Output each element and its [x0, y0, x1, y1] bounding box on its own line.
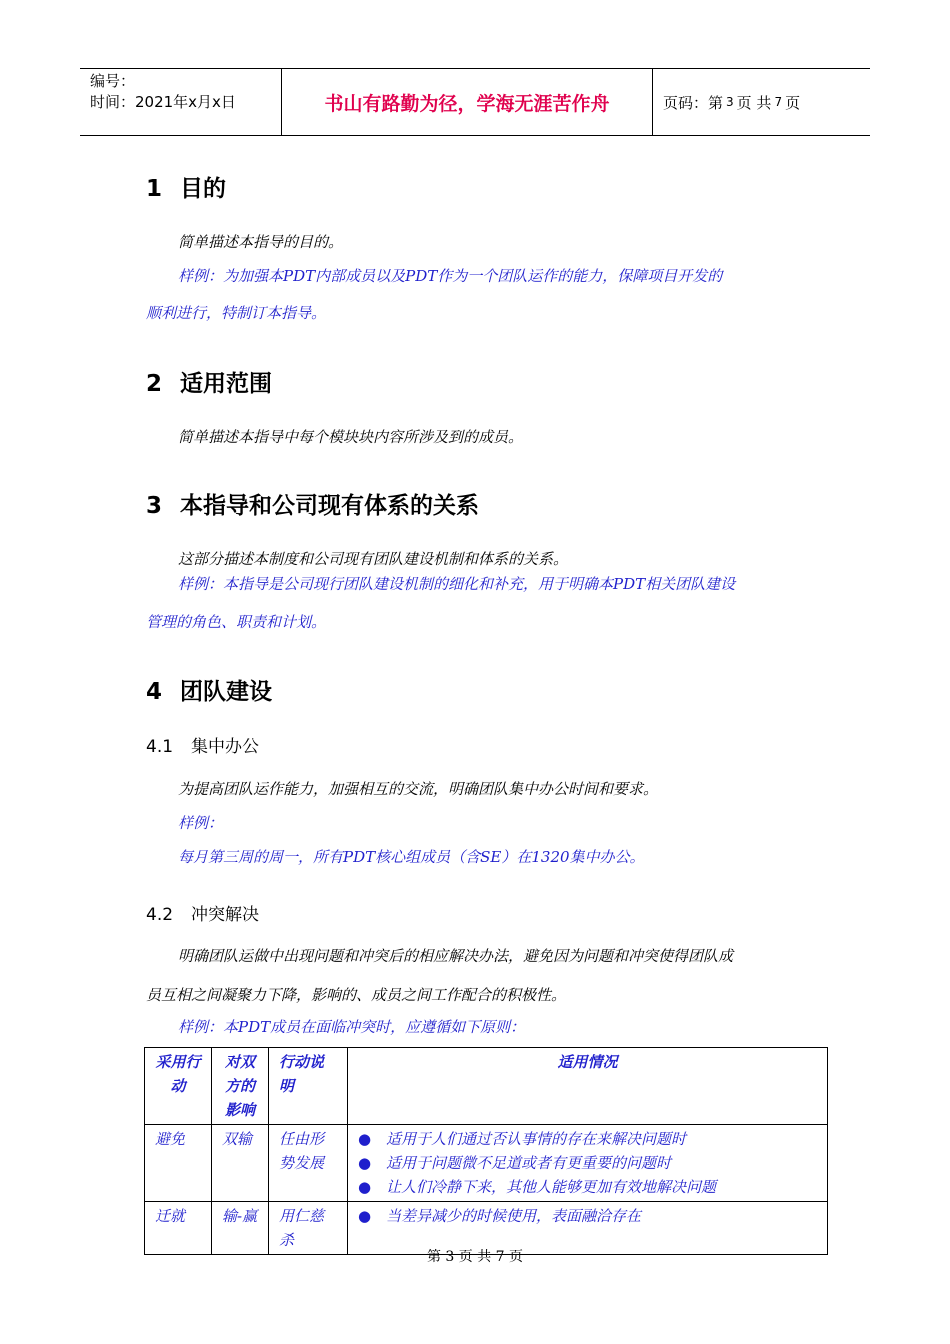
- section-title: 目的: [180, 176, 226, 202]
- cases-cell: [348, 1125, 828, 1202]
- subsection-4-2-description-line1: 明确团队运做中出现问题和冲突后的相应解决办法，避免因为问题和冲突使得团队成: [178, 947, 734, 965]
- subsection-4-1-example: 每月第三周的周一，所有PDT核心组成员（含SE）在1320集中办公。: [178, 848, 645, 866]
- section-4-heading: [146, 673, 272, 706]
- section-2-heading: [146, 365, 272, 398]
- subsection-title: 冲突解决: [191, 905, 259, 925]
- subsection-4-1-example-label: 样例：: [178, 814, 224, 832]
- list-item: ● 让人们冷静下来，其他人能够更加有效地解决问题: [358, 1175, 817, 1199]
- table-header-cell: 行动说明: [269, 1048, 348, 1125]
- section-title: 适用范围: [180, 371, 272, 397]
- effect-cell: 双输: [212, 1125, 269, 1202]
- subsection-4-2-example: 样例：本PDT成员在面临冲突时，应遵循如下原则：: [178, 1018, 526, 1036]
- subsection-4-2-description-line2: 员互相之间凝聚力下降，影响的、成员之间工作配合的积极性。: [146, 986, 567, 1004]
- header-motto: 书山有路勤为径，学海无涯苦作舟: [282, 69, 653, 135]
- section-number: 1: [146, 176, 163, 202]
- subsection-number: 4.2: [146, 905, 174, 925]
- description-cell: 任由形势发展: [269, 1125, 348, 1202]
- action-cell: 避免: [145, 1125, 212, 1202]
- page-prefix: 页码：第: [663, 93, 724, 112]
- section-title: 本指导和公司现有体系的关系: [180, 493, 479, 519]
- bullet-icon: ●: [358, 1207, 372, 1225]
- subsection-4-2-heading: [146, 900, 259, 925]
- page-footer: 第 3 页 共 7 页: [426, 1249, 524, 1265]
- section-3-description: 这部分描述本制度和公司现有团队建设机制和体系的关系。: [178, 550, 569, 568]
- action-cell: 迁就: [145, 1202, 212, 1255]
- section-3-heading: [146, 487, 479, 520]
- section-number: 4: [146, 679, 163, 705]
- conflict-resolution-table: [144, 1047, 828, 1255]
- list-item: ● 适用于问题微不足道或者有更重要的问题时: [358, 1151, 817, 1175]
- header-meta: [80, 69, 282, 135]
- table-header-cell: 适用情况: [348, 1048, 828, 1125]
- description-cell: 用仁慈杀: [269, 1202, 348, 1255]
- subsection-title: 集中办公: [191, 737, 259, 757]
- section-3-example-line1: 样例：本指导是公司现行团队建设机制的细化和补充，用于明确本PDT相关团队建设: [178, 575, 736, 593]
- bullet-icon: ●: [358, 1154, 372, 1172]
- table-header-row: [145, 1048, 828, 1125]
- page-suffix: 页: [785, 93, 801, 112]
- time-label: 时间：2021年x月x日: [90, 93, 236, 111]
- list-item: ● 适用于人们通过否认事情的存在来解决问题时: [358, 1127, 817, 1151]
- section-1-description: 简单描述本指导的目的。: [178, 233, 344, 251]
- table-header-cell: 采用行动: [145, 1048, 212, 1125]
- bullet-icon: ●: [358, 1178, 372, 1196]
- section-2-description: 简单描述本指导中每个模块块内容所涉及到的成员。: [178, 428, 524, 446]
- bullet-icon: ●: [358, 1130, 372, 1148]
- effect-cell: 输-赢: [212, 1202, 269, 1255]
- page-current: 3: [726, 95, 734, 109]
- section-1-example-line1: 样例：为加强本PDT内部成员以及PDT作为一个团队运作的能力，保障项目开发的: [178, 267, 723, 285]
- table-row: [145, 1125, 828, 1202]
- section-1-example-line2: 顺利进行，特制订本指导。: [146, 304, 327, 322]
- section-number: 2: [146, 371, 163, 397]
- header-page-number: [653, 69, 870, 135]
- section-3-example-line2: 管理的角色、职责和计划。: [146, 613, 327, 631]
- page-header: [80, 68, 870, 136]
- page-mid: 页 共: [736, 93, 772, 112]
- table-header-cell: 对双方的影响: [212, 1048, 269, 1125]
- page-total: 7: [774, 95, 783, 109]
- section-number: 3: [146, 493, 163, 519]
- serial-label: 编号：: [90, 72, 136, 90]
- section-1-heading: [146, 170, 226, 203]
- subsection-4-1-heading: [146, 732, 259, 757]
- subsection-4-1-description: 为提高团队运作能力，加强相互的交流，明确团队集中办公时间和要求。: [178, 780, 659, 798]
- subsection-number: 4.1: [146, 737, 174, 757]
- list-item: ● 当差异减少的时候使用，表面融洽存在: [358, 1204, 817, 1228]
- section-title: 团队建设: [180, 679, 272, 705]
